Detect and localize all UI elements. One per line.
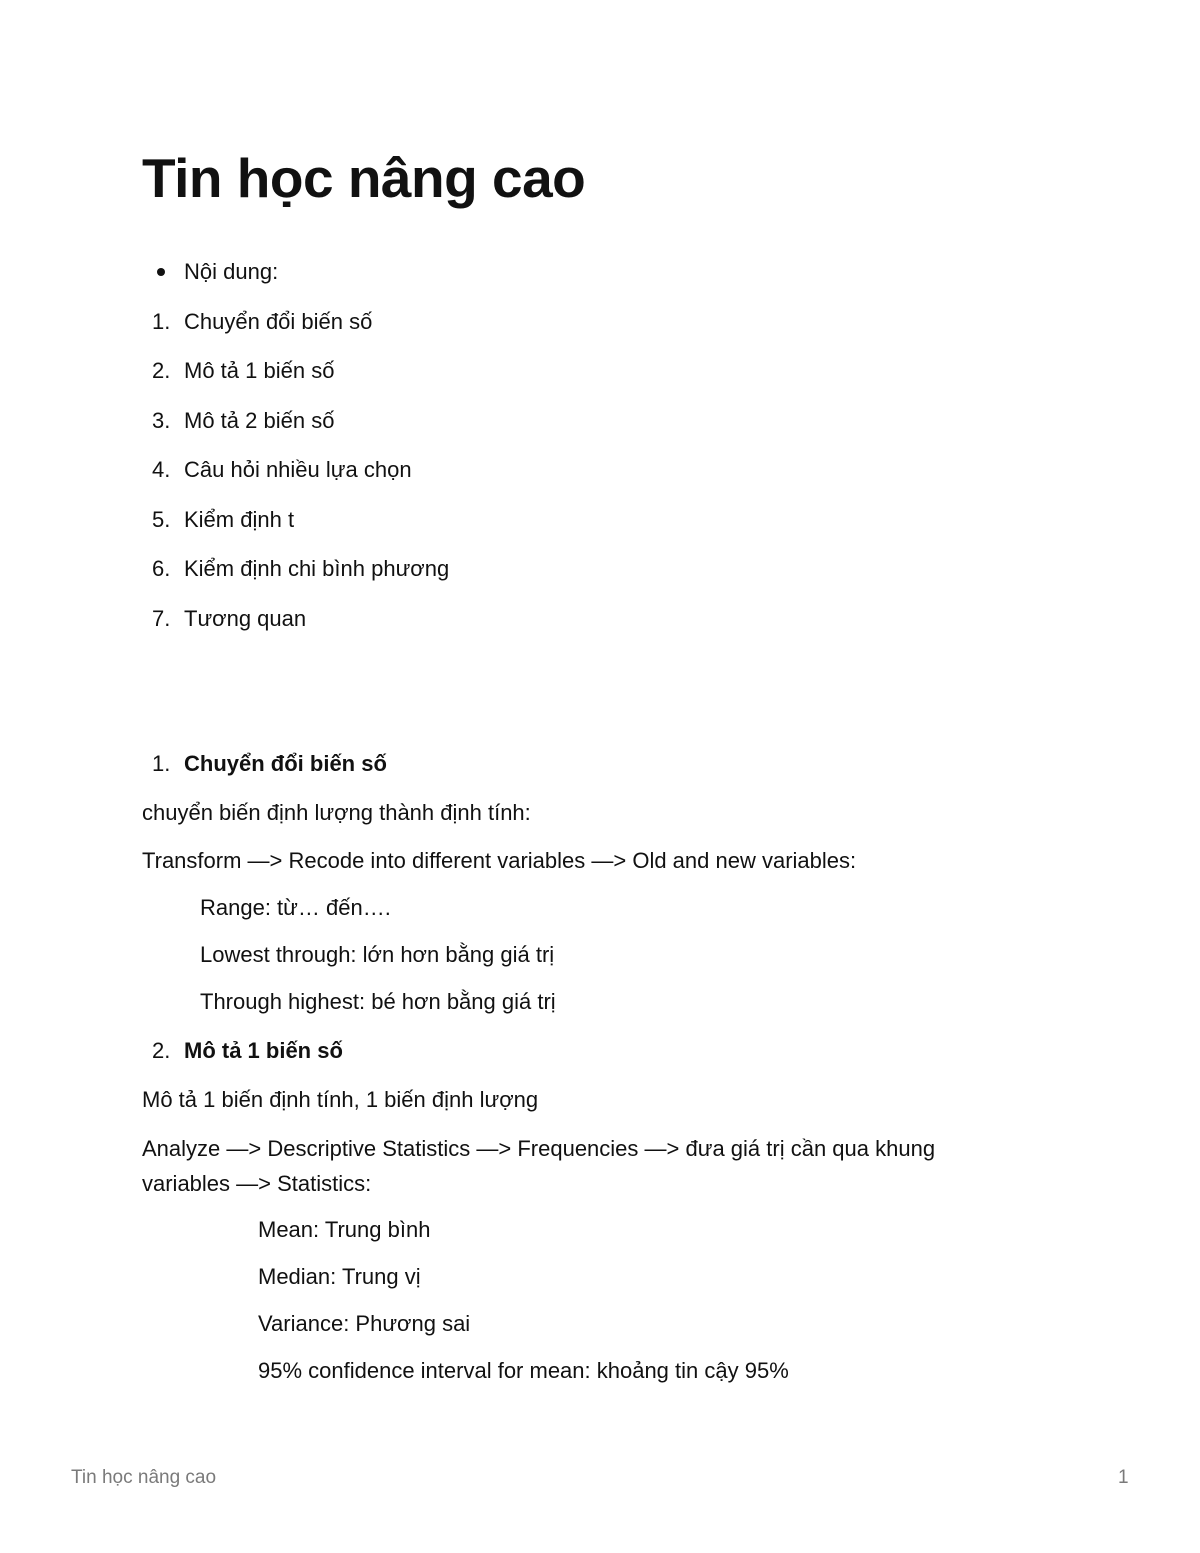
statistic-item: Mean: Trung bình	[258, 1217, 431, 1242]
section-number: 1.	[152, 751, 171, 776]
statistic-item: Variance: Phương sai	[258, 1311, 471, 1336]
section-intro: Mô tả 1 biến định tính, 1 biến định lượng	[142, 1087, 539, 1112]
toc-item: Tương quan	[184, 606, 307, 631]
page-number: 1	[1118, 1467, 1129, 1488]
section-intro: chuyển biến định lượng thành định tính:	[142, 800, 531, 825]
section-heading: Mô tả 1 biến số	[184, 1038, 343, 1063]
toc-number: 5.	[152, 507, 171, 532]
toc-item: Kiểm định chi bình phương	[184, 556, 450, 581]
toc-number: 1.	[152, 309, 171, 334]
toc-number: 7.	[152, 606, 171, 631]
menu-path: Transform —> Recode into different variables —> Old and new variables:	[142, 848, 857, 873]
toc-number: 2.	[152, 358, 171, 383]
statistic-item: 95% confidence interval for mean: khoảng tin cậy 95%	[258, 1358, 789, 1383]
toc-item: Chuyển đổi biến số	[184, 309, 373, 334]
option-item: Range: từ… đến….	[200, 895, 391, 920]
bullet-icon	[157, 268, 165, 276]
statistic-item: Median: Trung vị	[258, 1264, 421, 1289]
toc-item: Câu hỏi nhiều lựa chọn	[184, 457, 412, 482]
page-title: Tin học nâng cao	[142, 147, 586, 209]
toc-item: Kiểm định t	[184, 507, 295, 532]
contents-label: Nội dung:	[184, 259, 279, 284]
option-item: Lowest through: lớn hơn bằng giá trị	[200, 942, 555, 967]
toc-number: 3.	[152, 408, 171, 433]
toc-item: Mô tả 2 biến số	[184, 408, 335, 433]
option-item: Through highest: bé hơn bằng giá trị	[200, 989, 556, 1014]
toc-number: 6.	[152, 556, 171, 581]
section-number: 2.	[152, 1038, 171, 1063]
toc-item: Mô tả 1 biến số	[184, 358, 335, 383]
footer-title: Tin học nâng cao	[71, 1467, 217, 1488]
section-heading: Chuyển đổi biến số	[184, 751, 387, 776]
menu-path: Analyze —> Descriptive Statistics —> Frequencies —> đưa giá trị cần qua khung variables —> Statistics:	[142, 1136, 936, 1196]
toc-number: 4.	[152, 457, 171, 482]
